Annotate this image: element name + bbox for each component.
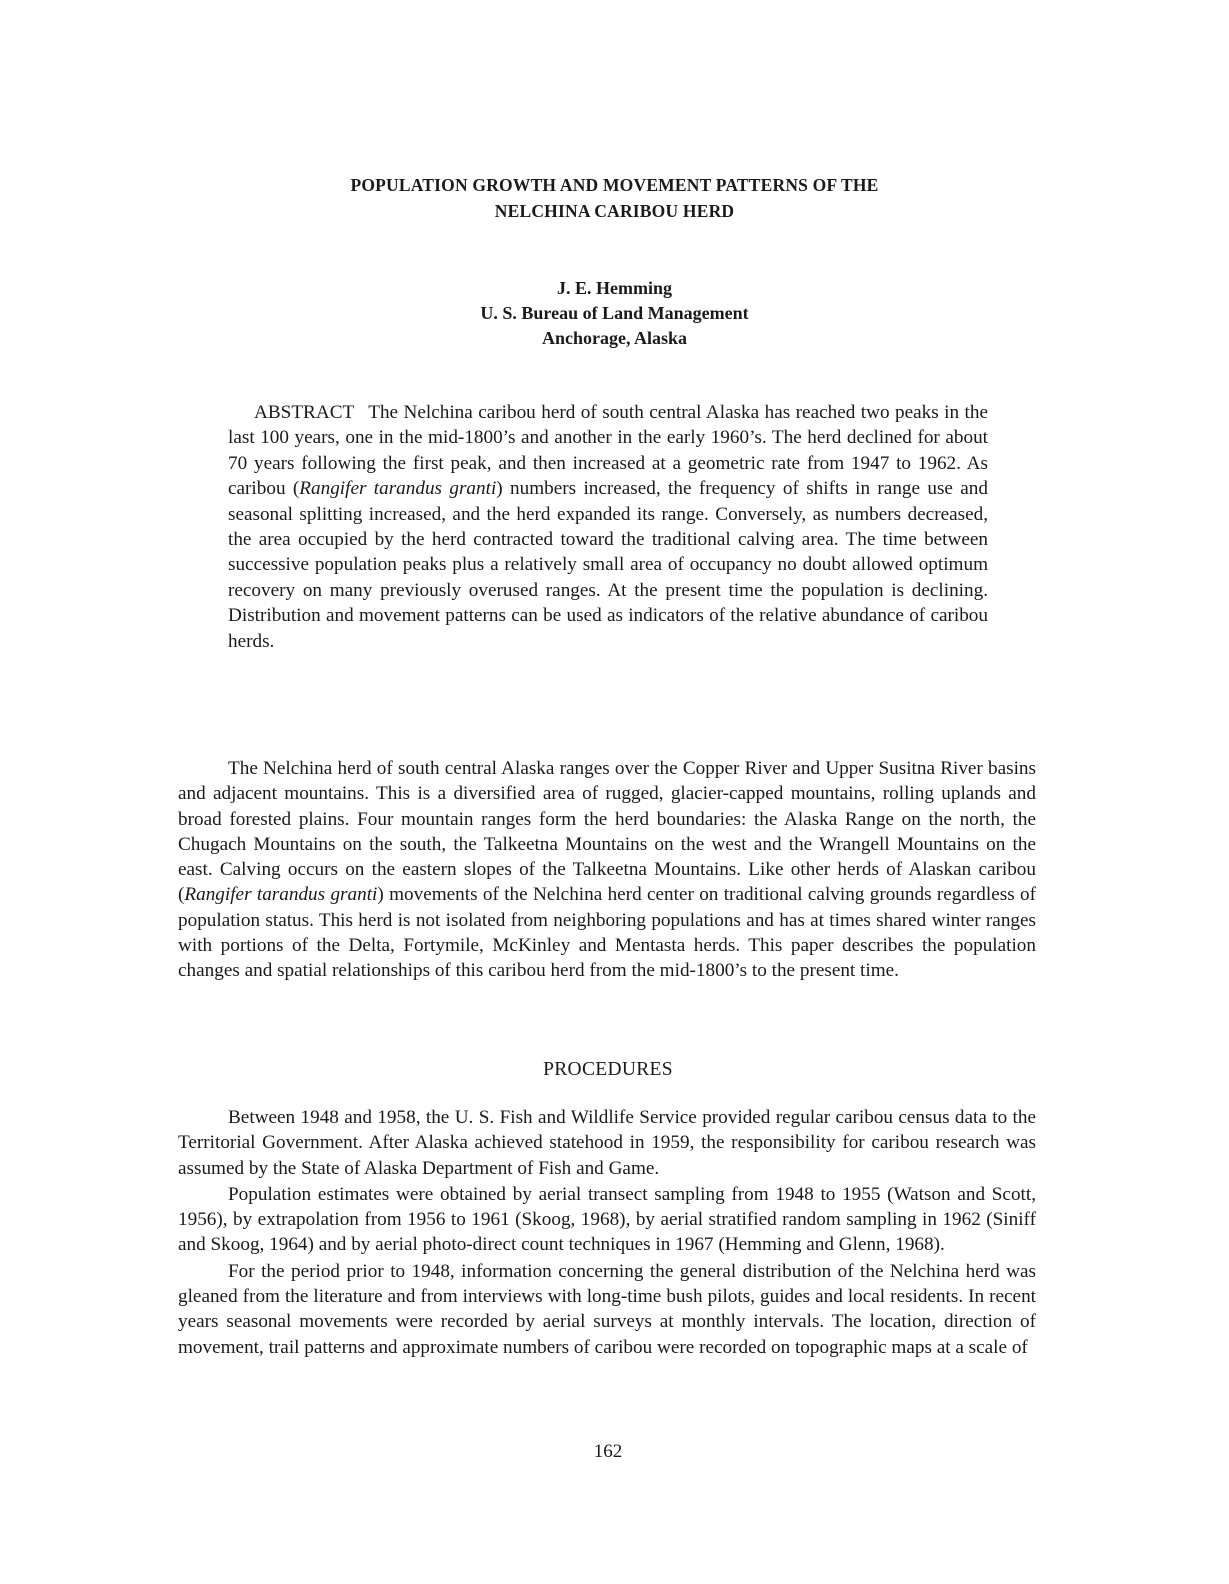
abstract-text-1: The Nelchina caribou herd of south central Alaska has reached two peaks in the last 100 years, one in the mid-1800’s and another in the early 1960’s. The herd declined for about 70 years following the first peak, and then increased at a geometric rate from 1947 to 1962. As caribou ( <box>228 402 988 500</box>
author-location: Anchorage, Alaska <box>541 328 687 348</box>
author-name: J. E. Hemming <box>557 278 672 298</box>
intro-section <box>178 756 1036 984</box>
paper-title <box>0 172 1229 224</box>
abstract-text-2: ) numbers increased, the frequency of shifts in range use and seasonal splitting increased, and the herd expanded its range. Conversely, as numbers decreased, the area occupied by the herd contracted toward the traditional calving area. The time between successive population peaks plus a relatively small area of occupancy no doubt allowed optimum recovery on many previously overused ranges. At the present time the population is declining. Distribution and movement patterns can be used as indicators of the relative abundance of caribou herds. <box>228 478 988 652</box>
author-block <box>0 276 1229 351</box>
intro-text-1: The Nelchina herd of south central Alaska ranges over the Copper River and Upper Susitna River basins and adjacent mountains. This is a diversified area of rugged, glacier-capped mountains, rolling uplands and broad forested plains. Four mountain ranges form the herd boundaries: the Alaska Range on the north, the Chugach Mountains on the south, the Talkeetna Mountains on the west and the Wrangell Mountains on the east. Calving occurs on the eastern slopes of the Talkeetna Mountains. Like other herds of Alaskan caribou ( <box>178 758 1036 906</box>
title-line-2: NELCHINA CARIBOU HERD <box>494 201 735 221</box>
procedures-heading: PROCEDURES <box>543 1059 673 1080</box>
intro-text-2: ) movements of the Nelchina herd center on traditional calving grounds regardless of population status. This herd is not isolated from neighboring populations and has at times shared winter ranges with portions of the Delta, Fortymile, McKinley and Mentasta herds. This paper describes the population changes and spatial relationships of this caribou herd from the mid-1800’s to the present time. <box>178 884 1036 982</box>
procedures-paragraph-3: For the period prior to 1948, information concerning the general distribution of the Nelchina herd was gleaned from the literature and from interviews with long-time bush pilots, guides and local residents. In recent years seasonal movements were recorded by aerial surveys at monthly intervals. The location, direction of movement, trail patterns and approximate numbers of caribou were recorded on topographic maps at a scale of <box>178 1260 1036 1358</box>
intro-species: Rangifer tarandus granti <box>184 884 378 906</box>
procedures-paragraph-2: Population estimates were obtained by aerial transect sampling from 1948 to 1955 (Watson and Scott, 1956), by extrapolation from 1956 to 1961 (Skoog, 1968), by aerial stratified random sampling in 1962 (Siniff and Skoog, 1964) and by aerial photo-direct count techniques in 1967 (Hemming and Glenn, 1968). <box>178 1183 1036 1256</box>
abstract-species: Rangifer tarandus granti <box>299 478 497 500</box>
abstract <box>228 400 988 654</box>
title-line-1: POPULATION GROWTH AND MOVEMENT PATTERNS OF THE <box>350 175 879 195</box>
procedures-paragraph-1: Between 1948 and 1958, the U. S. Fish and Wildlife Service provided regular caribou census data to the Territorial Government. After Alaska achieved statehood in 1959, the responsibility for caribou research was assumed by the State of Alaska Department of Fish and Game. <box>178 1107 1036 1179</box>
page-number: 162 <box>593 1441 623 1462</box>
procedures-section <box>178 1105 1036 1360</box>
author-affiliation: U. S. Bureau of Land Management <box>480 303 749 323</box>
abstract-label: ABSTRACT <box>254 402 355 423</box>
intro-paragraph <box>178 756 1036 984</box>
